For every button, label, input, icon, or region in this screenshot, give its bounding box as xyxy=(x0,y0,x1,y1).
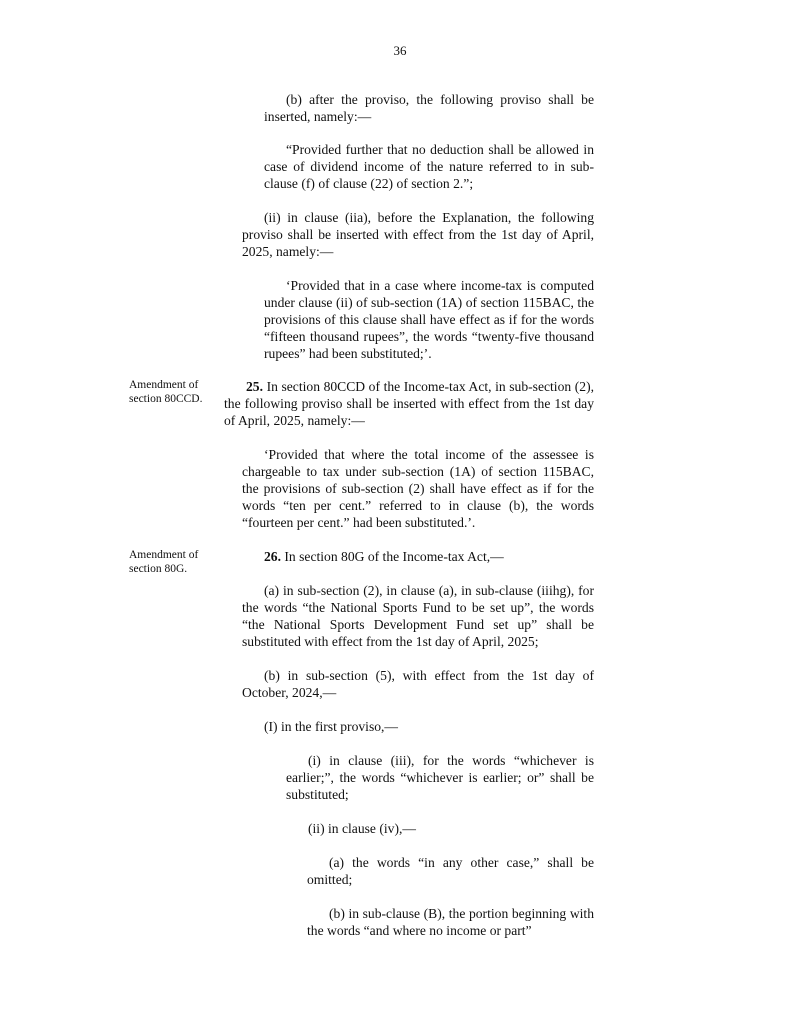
section-25-body: In section 80CCD of the Income-tax Act, in sub-section (2), the following proviso shall be inserted with effect from the 1st day of April, 2025, namely:— xyxy=(224,379,594,428)
item-ii-text: (ii) in clause (iv),— xyxy=(308,821,416,836)
clause-b-proviso: (b) after the proviso, the following proviso shall be inserted, namely:— xyxy=(264,92,594,124)
clause-a-text: (a) in sub-section (2), in clause (a), in sub-clause (iiihg), for the words “the National Sports Fund to be set up”, the words “the National Sports Development Fund set up” shall be substituted with effect from the 1st day of April, 2025; xyxy=(242,583,594,649)
margin-note-section-80ccd: Amendment of section 80CCD. xyxy=(129,379,203,405)
proviso-80ccd-text: ‘Provided that where the total income of the assessee is chargeable to tax under sub-section (1A) of section 115BAC, the provisions of sub-section (2) shall have effect as if for the words “ten per cent.” referred to in clause (b), the words “fourteen per cent.” had been substituted.’. xyxy=(242,447,594,530)
item-i-text: (i) in clause (iii), for the words “whichever is earlier;”, the words “whichever is earlier; or” shall be substituted; xyxy=(286,753,594,802)
section-25-text xyxy=(224,378,594,429)
clause-ii-iia: (ii) in clause (iia), before the Explanation, the following proviso shall be inserted with effect from the 1st day of April, 2025, namely:— xyxy=(242,210,594,259)
sub-clause-I-text: (I) in the first proviso,— xyxy=(264,719,399,734)
section-26-number: 26. xyxy=(264,549,281,564)
item-b-text: (b) in sub-clause (B), the portion beginning with the words “and where no income or part” xyxy=(307,906,594,938)
section-25-number: 25. xyxy=(246,379,263,394)
section-26-text xyxy=(242,548,594,565)
proviso-dividend-text: “Provided further that no deduction shall be allowed in case of dividend income of the nature referred to in sub-clause (f) of clause (22) of section 2.”; xyxy=(264,142,594,191)
section-26-body: In section 80G of the Income-tax Act,— xyxy=(281,549,504,564)
item-a-text: (a) the words “in any other case,” shall be omitted; xyxy=(307,855,594,887)
margin-note-section-80g: Amendment of section 80G. xyxy=(129,549,199,575)
page-number: 36 xyxy=(393,43,407,58)
proviso-115bac-text: ‘Provided that in a case where income-tax is computed under clause (ii) of sub-section (1A) of section 115BAC, the provisions of this clause shall have effect as if for the words “fifteen thousand rupees”, the words “twenty-five thousand rupees” had been substituted;’. xyxy=(264,278,594,361)
clause-b-text: (b) in sub-section (5), with effect from the 1st day of October, 2024,— xyxy=(242,668,594,700)
